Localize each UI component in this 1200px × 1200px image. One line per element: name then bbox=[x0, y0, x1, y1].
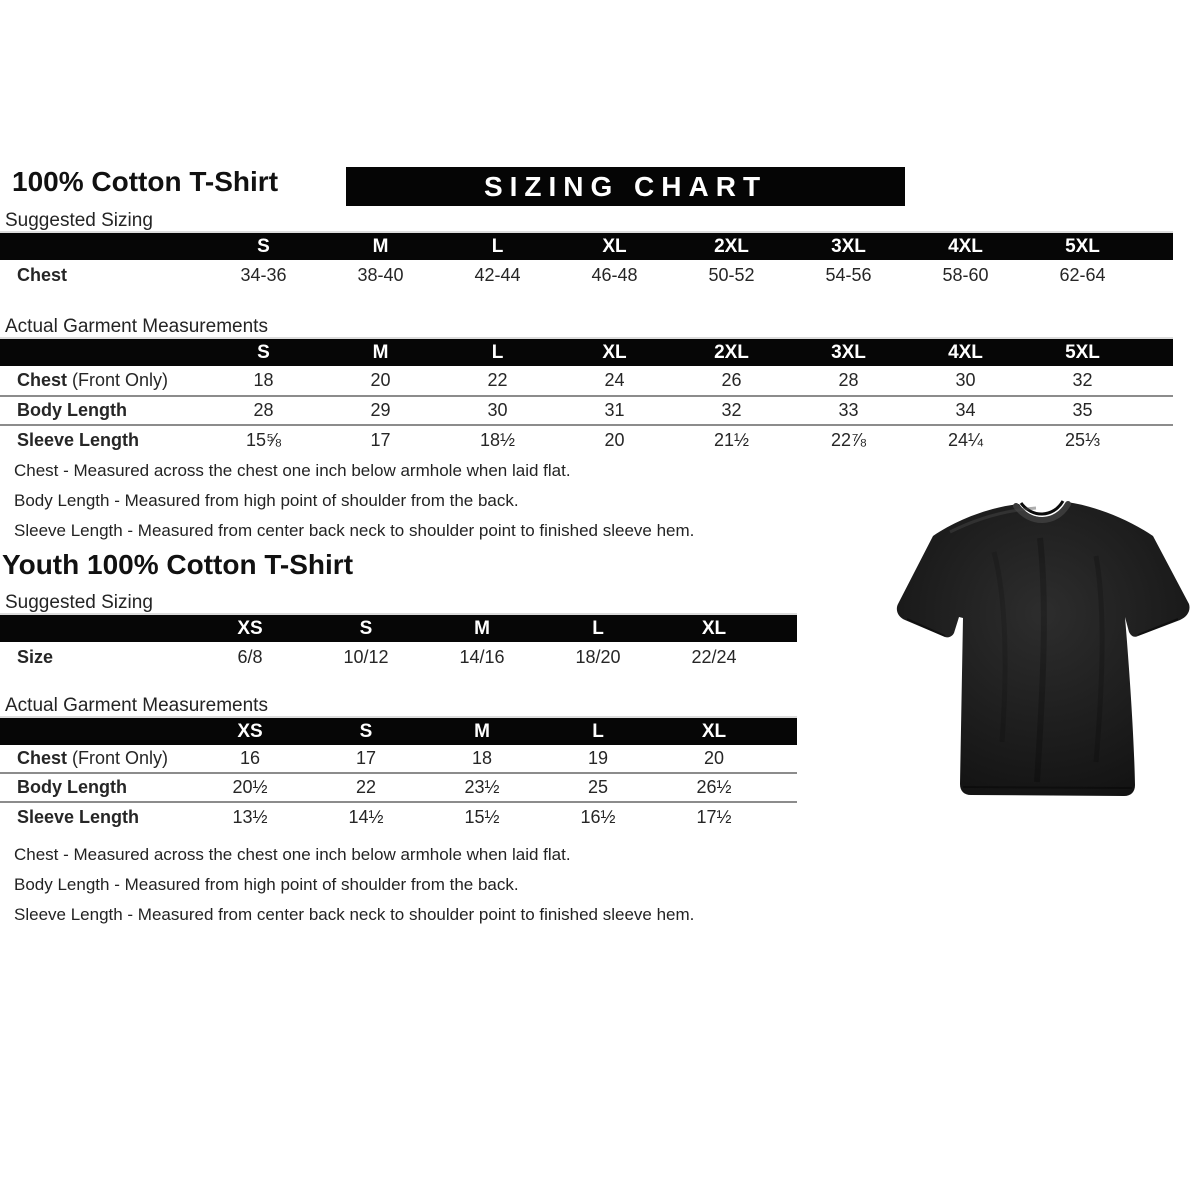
youth-title: Youth 100% Cotton T-Shirt bbox=[2, 549, 354, 580]
value-cell: 6/8 bbox=[237, 647, 263, 667]
adult-measurement-notes bbox=[14, 456, 694, 546]
value-cell: 31 bbox=[604, 400, 625, 420]
adult-title: 100% Cotton T-Shirt bbox=[12, 166, 279, 197]
adult-agm-table bbox=[0, 337, 1173, 455]
size-header-cell: L bbox=[592, 720, 604, 742]
value-cell: 15½ bbox=[464, 807, 500, 827]
value-cell: 32 bbox=[1072, 370, 1093, 390]
value-cell: 28 bbox=[253, 400, 274, 420]
size-header-cell: S bbox=[257, 341, 270, 363]
size-header-cell: 4XL bbox=[948, 341, 983, 363]
value-cell: 22/24 bbox=[691, 647, 737, 667]
youth-agm-header-row bbox=[0, 718, 797, 745]
youth-agm-label: Actual Garment Measurements bbox=[5, 695, 268, 716]
value-cell: 46-48 bbox=[591, 265, 638, 285]
value-cell: 28 bbox=[838, 370, 859, 390]
sizing-chart-banner bbox=[346, 167, 905, 206]
value-cell: 30 bbox=[487, 400, 508, 420]
value-cell: 15⅝ bbox=[245, 430, 282, 450]
youth-suggested-table bbox=[0, 613, 797, 673]
table-row bbox=[0, 366, 1173, 397]
value-cell: 22⅞ bbox=[830, 430, 867, 450]
size-header-cell: 3XL bbox=[831, 235, 866, 257]
value-cell: 25 bbox=[587, 777, 609, 797]
value-cell: 30 bbox=[955, 370, 976, 390]
row-label: Chest (Front Only) bbox=[17, 370, 169, 390]
value-cell: 42-44 bbox=[474, 265, 521, 285]
value-cell: 38-40 bbox=[357, 265, 404, 285]
size-header-cell: XS bbox=[237, 617, 263, 639]
table-row bbox=[0, 745, 797, 774]
youth-suggested-label: Suggested Sizing bbox=[5, 592, 153, 613]
row-label: Body Length bbox=[17, 400, 127, 420]
adult-suggested-table bbox=[0, 231, 1173, 291]
row-label: Size bbox=[17, 647, 54, 667]
note-line: Body Length - Measured from high point of shoulder from the back. bbox=[14, 491, 519, 510]
value-cell: 16 bbox=[239, 748, 261, 768]
value-cell: 58-60 bbox=[942, 265, 989, 285]
size-header-cell: L bbox=[491, 341, 504, 363]
row-label: Chest (Front Only) bbox=[17, 748, 169, 768]
value-cell: 35 bbox=[1072, 400, 1093, 420]
size-header-cell: XL bbox=[701, 617, 727, 639]
size-header-cell: L bbox=[592, 617, 604, 639]
value-cell: 18½ bbox=[479, 430, 516, 450]
size-header-cell: S bbox=[359, 617, 373, 639]
value-cell: 20 bbox=[370, 370, 391, 390]
value-cell: 54-56 bbox=[825, 265, 872, 285]
note-line: Sleeve Length - Measured from center back neck to shoulder point to finished sleeve hem. bbox=[14, 905, 695, 924]
value-cell: 32 bbox=[721, 400, 742, 420]
table-row bbox=[0, 397, 1173, 426]
value-cell: 62-64 bbox=[1059, 265, 1106, 285]
value-cell: 17 bbox=[370, 430, 391, 450]
note-line: Sleeve Length - Measured from center back neck to shoulder point to finished sleeve hem. bbox=[14, 521, 695, 540]
adult-agm-label: Actual Garment Measurements bbox=[5, 316, 268, 337]
size-header-cell: 5XL bbox=[1065, 341, 1100, 363]
table-row bbox=[0, 803, 797, 832]
table-row bbox=[0, 426, 1173, 455]
row-label: Body Length bbox=[17, 777, 127, 797]
value-cell: 19 bbox=[587, 748, 609, 768]
value-cell: 18/20 bbox=[575, 647, 621, 667]
size-header-cell: 4XL bbox=[948, 235, 983, 257]
value-cell: 22 bbox=[487, 370, 508, 390]
size-header-cell: M bbox=[372, 235, 389, 257]
note-line: Body Length - Measured from high point of shoulder from the back. bbox=[14, 875, 519, 894]
row-label: Sleeve Length bbox=[17, 430, 140, 450]
value-cell: 22 bbox=[355, 777, 377, 797]
value-cell: 20 bbox=[703, 748, 725, 768]
size-header-cell: S bbox=[257, 235, 270, 257]
value-cell: 24¼ bbox=[947, 430, 984, 450]
size-header-cell: M bbox=[474, 720, 490, 742]
value-cell: 10/12 bbox=[343, 647, 389, 667]
table-row bbox=[0, 260, 1173, 291]
size-header-cell: 3XL bbox=[831, 341, 866, 363]
value-cell: 26 bbox=[721, 370, 742, 390]
value-cell: 13½ bbox=[232, 807, 268, 827]
size-header-cell: XL bbox=[602, 341, 627, 363]
value-cell: 26½ bbox=[696, 777, 732, 797]
note-line: Chest - Measured across the chest one inch below armhole when laid flat. bbox=[14, 845, 571, 864]
note-line: Chest - Measured across the chest one inch below armhole when laid flat. bbox=[14, 461, 571, 480]
youth-agm-table bbox=[0, 716, 797, 832]
value-cell: 20 bbox=[604, 430, 625, 450]
table-row bbox=[0, 774, 797, 803]
youth-measurement-notes bbox=[14, 840, 694, 930]
value-cell: 33 bbox=[838, 400, 859, 420]
row-label: Chest bbox=[17, 265, 68, 285]
value-cell: 24 bbox=[604, 370, 625, 390]
size-header-cell: XL bbox=[701, 720, 727, 742]
table-row bbox=[0, 642, 797, 673]
value-cell: 14/16 bbox=[459, 647, 505, 667]
size-header-cell: 2XL bbox=[714, 341, 749, 363]
adult-suggested-label: Suggested Sizing bbox=[5, 210, 153, 231]
tshirt-image bbox=[890, 489, 1195, 804]
value-cell: 29 bbox=[370, 400, 391, 420]
value-cell: 25⅓ bbox=[1064, 430, 1101, 450]
tshirt-graphic bbox=[890, 489, 1195, 804]
value-cell: 16½ bbox=[580, 807, 616, 827]
value-cell: 21½ bbox=[713, 430, 750, 450]
adult-agm-header-row bbox=[0, 339, 1173, 366]
value-cell: 34 bbox=[955, 400, 976, 420]
value-cell: 50-52 bbox=[708, 265, 755, 285]
size-header-cell: 2XL bbox=[714, 235, 749, 257]
size-header-cell: 5XL bbox=[1065, 235, 1100, 257]
adult-suggested-header-row bbox=[0, 233, 1173, 260]
size-header-cell: S bbox=[359, 720, 373, 742]
size-header-cell: L bbox=[491, 235, 504, 257]
value-cell: 18 bbox=[253, 370, 274, 390]
banner-text: SIZING CHART bbox=[483, 170, 768, 202]
value-cell: 17 bbox=[355, 748, 377, 768]
value-cell: 23½ bbox=[464, 777, 500, 797]
value-cell: 17½ bbox=[696, 807, 732, 827]
value-cell: 14½ bbox=[348, 807, 384, 827]
size-header-cell: XS bbox=[237, 720, 263, 742]
size-header-cell: M bbox=[372, 341, 389, 363]
size-header-cell: XL bbox=[602, 235, 627, 257]
value-cell: 20½ bbox=[232, 777, 268, 797]
youth-suggested-header-row bbox=[0, 615, 797, 642]
row-label: Sleeve Length bbox=[17, 807, 140, 827]
value-cell: 18 bbox=[471, 748, 493, 768]
size-header-cell: M bbox=[474, 617, 490, 639]
value-cell: 34-36 bbox=[240, 265, 287, 285]
